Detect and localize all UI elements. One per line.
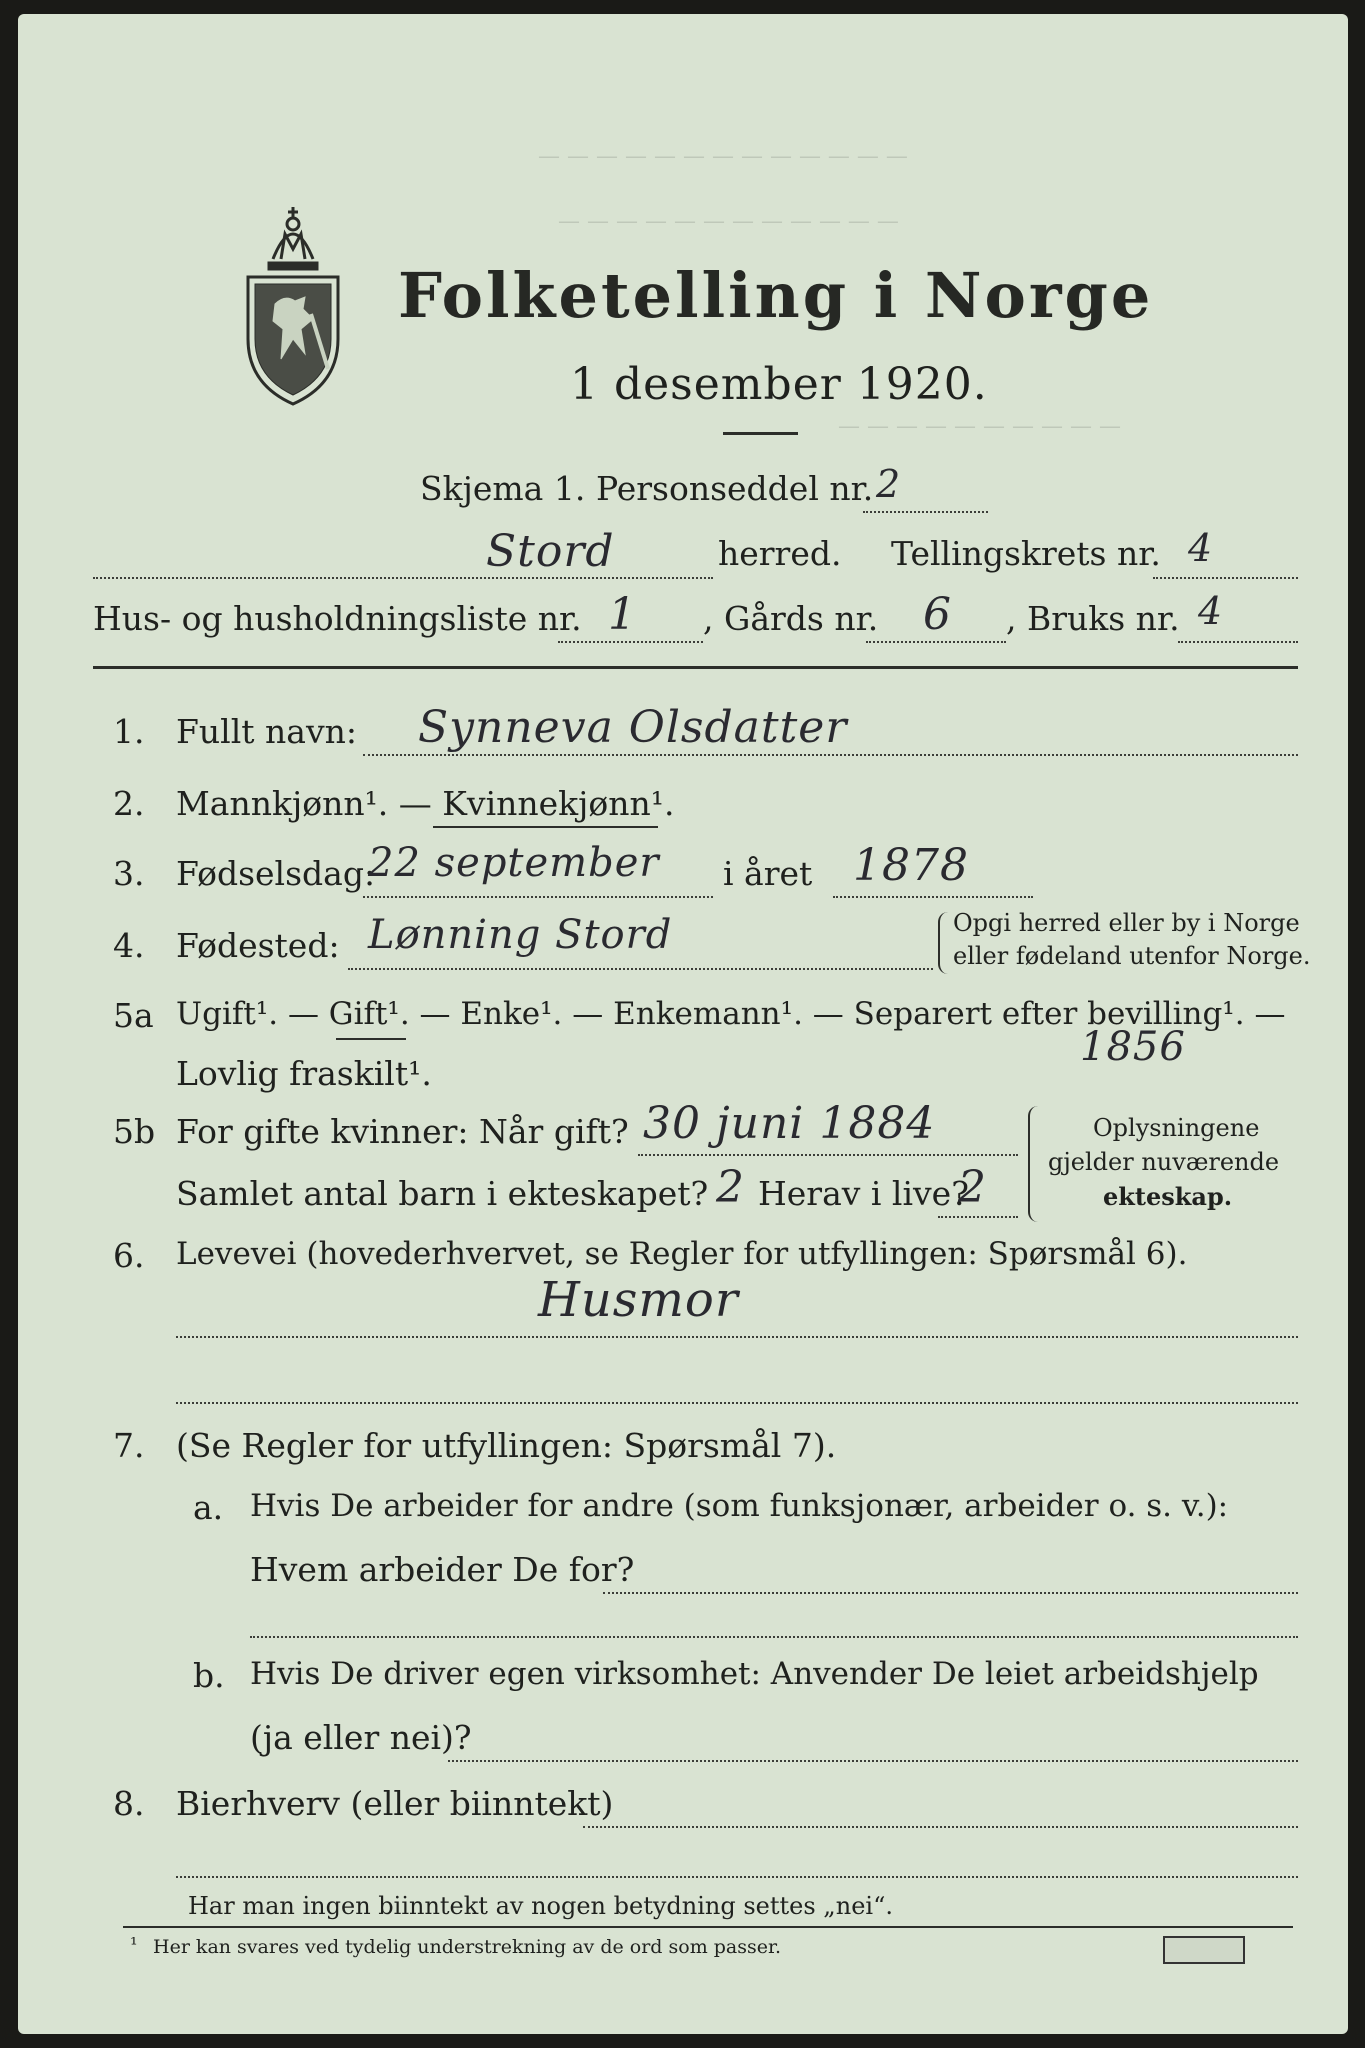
census-form-page	[18, 14, 1348, 2034]
q5b-children-label: Samlet antal barn i ekteskapet?	[176, 1174, 709, 1213]
census-date: 1 desember 1920.	[570, 359, 988, 410]
gards-value: 6	[923, 589, 952, 640]
q5a-gift-underline	[336, 1038, 406, 1040]
schema-label: Skjema 1.	[420, 469, 586, 508]
q4-label: Fødested:	[176, 926, 340, 965]
q5b-note-line1: Oplysningene	[1093, 1114, 1260, 1142]
q5b-alive-value: 2	[958, 1162, 987, 1213]
q5b-note-line2: gjelder nuværende	[1048, 1148, 1280, 1176]
herred-line	[93, 577, 713, 579]
q5a-label: Ugift¹. — Gift¹. — Enke¹. — Enkemann¹. — Separert efter bevilling¹. —	[176, 996, 1286, 1032]
q1-label: Fullt navn:	[176, 712, 357, 751]
bruks-line	[1178, 641, 1298, 643]
q5b-alive-line	[938, 1216, 1018, 1218]
hus-label: Hus- og husholdningsliste nr.	[93, 599, 582, 638]
q7b-label-2: (ja eller nei)?	[250, 1718, 472, 1757]
q7-number: 7.	[113, 1426, 145, 1465]
q1-value: Synneva Olsdatter	[418, 702, 848, 753]
q5b-note-brace	[1028, 1106, 1042, 1222]
q7b-line	[448, 1760, 1298, 1762]
q5b-note-line3: ekteskap.	[1103, 1182, 1233, 1211]
q6-number: 6.	[113, 1236, 145, 1275]
form-title: Folketelling i Norge	[398, 259, 1154, 332]
q3-value: 22 september	[368, 840, 660, 886]
q7a-letter: a.	[193, 1488, 224, 1527]
q8-label: Bierhverv (eller biinntekt)	[176, 1784, 614, 1823]
bruks-label: , Bruks nr.	[1006, 599, 1180, 638]
q5b-alive-label: Herav i live?	[758, 1174, 969, 1213]
bleed-through-text: — — — — — — — — — —	[838, 414, 1121, 439]
q3-number: 3.	[113, 854, 145, 893]
personseddel-line	[863, 511, 988, 513]
q8-line-1	[583, 1826, 1298, 1828]
q5a-number: 5a	[113, 996, 154, 1035]
q4-line	[348, 968, 933, 970]
q7a-line-2	[250, 1636, 1298, 1638]
tellingskrets-line	[1153, 577, 1298, 579]
q3-line	[363, 896, 713, 898]
q1-number: 1.	[113, 712, 145, 751]
herred-label: herred.	[718, 534, 842, 573]
herred-value: Stord	[486, 526, 615, 577]
q6-line-1	[176, 1336, 1298, 1338]
q7a-line-1	[603, 1592, 1298, 1594]
q5a-label-2: Lovlig fraskilt¹.	[176, 1054, 432, 1093]
q5b-label: For gifte kvinner: Når gift?	[176, 1112, 629, 1151]
tellingskrets-value: 4	[1188, 526, 1214, 570]
q8-line-2	[176, 1876, 1298, 1878]
q3-label: Fødselsdag:	[176, 854, 376, 893]
q5b-children-value: 2	[716, 1162, 745, 1213]
hus-value: 1	[608, 589, 637, 640]
q7b-letter: b.	[193, 1656, 225, 1695]
q1-line	[363, 754, 1298, 756]
footer-rule	[123, 1926, 1293, 1928]
q8-number: 8.	[113, 1784, 145, 1823]
bleed-through-text: — — — — — — — — — — — — —	[538, 144, 908, 169]
q6-value: Husmor	[538, 1272, 739, 1328]
printer-stamp	[1163, 1936, 1245, 1964]
gards-line	[866, 641, 1006, 643]
coat-of-arms-icon	[233, 189, 353, 409]
q7a-label-2: Hvem arbeider De for?	[250, 1550, 635, 1589]
bruks-value: 4	[1198, 589, 1224, 633]
personseddel-label: Personseddel nr.	[596, 469, 874, 508]
footnote-mark: ¹	[130, 1934, 138, 1956]
q7-label: (Se Regler for utfyllingen: Spørsmål 7).	[176, 1426, 837, 1465]
bleed-through-text: — — — — — — — — — — — —	[558, 209, 899, 234]
q4-note-brace	[938, 912, 950, 974]
q2-underline	[433, 826, 658, 828]
q5b-value: 30 juni 1884	[643, 1098, 936, 1149]
q7a-label: Hvis De arbeider for andre (som funksjonær, arbeider o. s. v.):	[250, 1488, 1229, 1524]
q6-label: Levevei (hovederhvervet, se Regler for utfyllingen: Spørsmål 6).	[176, 1236, 1188, 1272]
q4-number: 4.	[113, 926, 145, 965]
hus-line	[558, 641, 703, 643]
footnote: Her kan svares ved tydelig understrekning av de ord som passer.	[153, 1936, 782, 1958]
q3-year-label: i året	[723, 854, 813, 893]
q5b-number: 5b	[113, 1112, 156, 1151]
q4-note-line2: eller fødeland utenfor Norge.	[953, 942, 1311, 970]
q5a-extra-value: 1856	[1080, 1024, 1186, 1070]
q2-number: 2.	[113, 784, 145, 823]
q4-value: Lønning Stord	[368, 912, 673, 958]
gards-label: , Gårds nr.	[703, 599, 879, 638]
title-divider	[723, 432, 798, 435]
q4-note-line1: Opgi herred eller by i Norge	[953, 909, 1300, 937]
q3-year-line	[833, 896, 1033, 898]
header-rule	[93, 666, 1298, 669]
personseddel-value: 2	[876, 462, 902, 506]
q7b-label: Hvis De driver egen virksomhet: Anvender De leiet arbeidshjelp	[250, 1656, 1259, 1692]
tellingskrets-label: Tellingskrets nr.	[891, 534, 1161, 573]
footer-note: Har man ingen biinntekt av nogen betydning settes „nei“.	[188, 1892, 893, 1920]
q2-label: Mannkjønn¹. — Kvinnekjønn¹.	[176, 784, 675, 823]
q6-line-2	[176, 1402, 1298, 1404]
q5b-line	[638, 1154, 1018, 1156]
q3-year-value: 1878	[853, 840, 969, 891]
